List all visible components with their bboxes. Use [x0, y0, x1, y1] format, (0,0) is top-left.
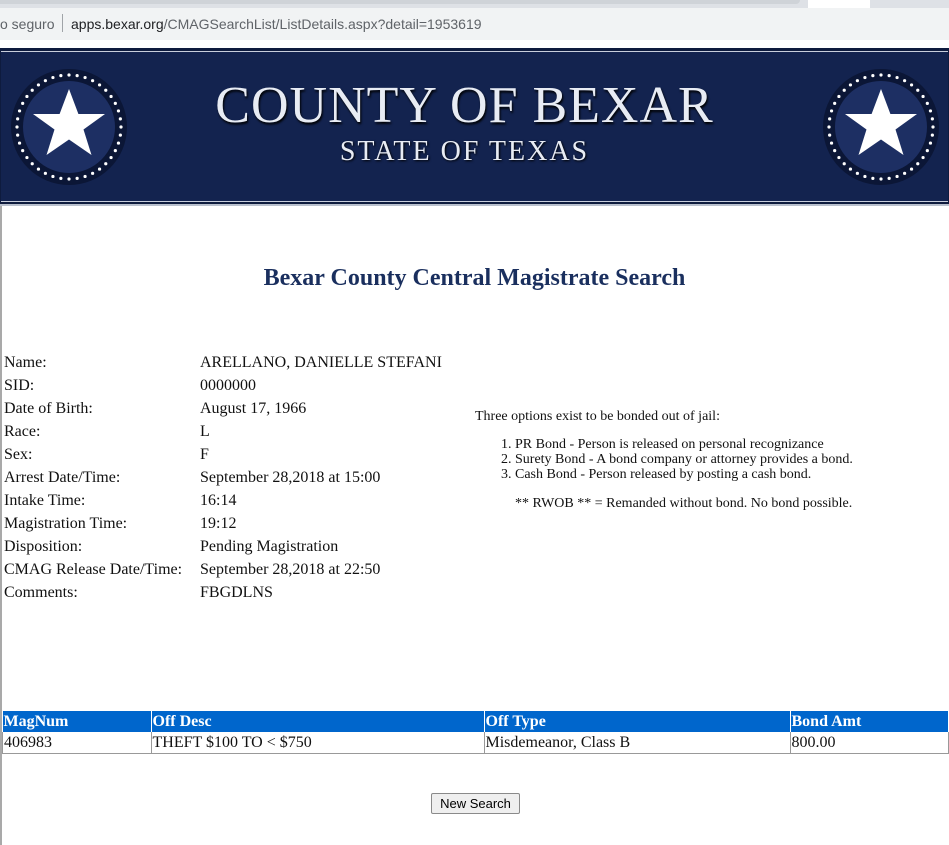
detail-row [2, 558, 444, 581]
banner-panel [1, 51, 948, 202]
seal-dot [828, 117, 831, 120]
detail-row [2, 397, 444, 420]
column-header-off-desc: Off Desc [151, 711, 484, 732]
detail-label: Disposition: [4, 537, 83, 555]
seal-dot [44, 172, 47, 175]
seal-dot [59, 177, 62, 180]
bond-options-info [475, 409, 935, 512]
seal-dot [871, 177, 874, 180]
seal-dot [903, 172, 906, 175]
security-status-label[interactable]: o seguro [0, 16, 55, 32]
seal-dot [830, 109, 833, 112]
seal-dot [76, 177, 79, 180]
detail-value: September 28,2018 at 22:50 [200, 560, 381, 578]
detail-value: ARELLANO, DANIELLE STEFANI [200, 353, 442, 371]
seal-dot [827, 125, 830, 128]
seal-dot [830, 141, 833, 144]
seal-dot [910, 167, 913, 170]
rwob-note: ** RWOB ** = Remanded without bond. No bond possible. [515, 496, 853, 511]
url-path: /CMAGSearchList/ListDetails.aspx?detail=1953619 [163, 16, 482, 32]
star-seal-right-icon [821, 67, 941, 187]
detail-value: Pending Magistration [200, 537, 339, 555]
bond-option-item: 3. Cash Bond - Person released by posting a cash bond. [515, 467, 935, 482]
detail-label: Date of Birth: [4, 399, 93, 417]
seal-dot [903, 79, 906, 82]
bond-option-item: 1. PR Bond - Person is released on personal recognizance [515, 437, 935, 452]
seal-dot [926, 102, 929, 105]
seal-dot [863, 175, 866, 178]
bond-option-item: 2. Surety Bond - A bond company or attorney provides a bond. [515, 452, 935, 467]
detail-row [2, 466, 444, 489]
seal-dot [929, 141, 932, 144]
seal-dot [926, 149, 929, 152]
seal-dot [843, 89, 846, 92]
seal-dot [91, 172, 94, 175]
seal-dot [888, 74, 891, 77]
detail-label: Intake Time: [4, 491, 86, 509]
seal-dot [856, 172, 859, 175]
charges-header-row [3, 711, 949, 732]
column-header-magnum: MagNum [3, 711, 152, 732]
browser-active-tab[interactable] [808, 0, 870, 8]
seal-dot [929, 109, 932, 112]
cell-magnum: 406983 [3, 732, 152, 754]
seal-dot [879, 73, 882, 76]
seal-dot [879, 177, 882, 180]
address-separator [62, 14, 63, 32]
table-row [3, 732, 949, 754]
inmate-details-table [2, 351, 444, 604]
seal-dot [51, 175, 54, 178]
detail-label: SID: [4, 376, 35, 394]
detail-row [2, 351, 444, 374]
seal-dot [921, 95, 924, 98]
seal-dot [119, 134, 122, 137]
charges-table [2, 711, 949, 754]
detail-label: Arrest Date/Time: [4, 468, 121, 486]
column-header-bond-amt: Bond Amt [790, 711, 949, 732]
detail-value: August 17, 1966 [200, 399, 307, 417]
detail-row [2, 374, 444, 397]
seal-dot [921, 156, 924, 159]
seal-dot [863, 76, 866, 79]
detail-value: L [200, 422, 210, 440]
cell-off-desc: THEFT $100 TO < $750 [151, 732, 484, 754]
detail-label: CMAG Release Date/Time: [4, 560, 183, 578]
seal-dot [849, 167, 852, 170]
seal-dot [16, 134, 19, 137]
detail-label: Sex: [4, 445, 33, 463]
banner-subtitle: STATE OF TEXAS [339, 136, 590, 167]
detail-row [2, 420, 444, 443]
detail-row [2, 535, 444, 558]
seal-dot [67, 73, 70, 76]
detail-value: 16:14 [200, 491, 237, 509]
seal-dot [910, 83, 913, 86]
seal-dot [871, 74, 874, 77]
detail-label: Comments: [4, 583, 78, 601]
cell-bond-amt: 800.00 [790, 732, 949, 754]
seal-dot [888, 177, 891, 180]
seal-dot [837, 156, 840, 159]
detail-label: Name: [4, 353, 47, 371]
page-title: Bexar County Central Magistrate Search [263, 265, 686, 291]
detail-row [2, 581, 444, 604]
seal-dot [856, 79, 859, 82]
seal-dot [76, 74, 79, 77]
seal-dot [98, 167, 101, 170]
seal-dot [51, 76, 54, 79]
detail-value: September 28,2018 at 15:00 [200, 468, 381, 486]
seal-dot [83, 76, 86, 79]
banner-title: COUNTY OF BEXAR [215, 77, 714, 134]
banner-divider [0, 204, 949, 206]
seal-dot [931, 117, 934, 120]
detail-label: Magistration Time: [4, 514, 128, 532]
url-text[interactable] [71, 16, 482, 32]
seal-dot [931, 125, 934, 128]
seal-dot [59, 74, 62, 77]
county-banner [0, 48, 949, 204]
new-search-button[interactable]: New Search [431, 793, 520, 814]
seal-dot [895, 76, 898, 79]
detail-label: Race: [4, 422, 41, 440]
detail-value: 19:12 [200, 514, 237, 532]
bond-options-intro: Three options exist to be bonded out of jail: [475, 409, 720, 424]
seal-dot [67, 177, 70, 180]
seal-dot [837, 95, 840, 98]
seal-dot [833, 149, 836, 152]
seal-dot [828, 134, 831, 137]
seal-dot [37, 167, 40, 170]
seal-dot [916, 89, 919, 92]
seal-dot [931, 134, 934, 137]
seal-dot [833, 102, 836, 105]
seal-dot [916, 162, 919, 165]
detail-row [2, 489, 444, 512]
column-header-off-type: Off Type [484, 711, 790, 732]
detail-value: F [200, 445, 209, 463]
browser-tab[interactable] [0, 0, 800, 4]
detail-value: 0000000 [200, 376, 256, 394]
bond-options-list [475, 437, 935, 482]
cell-off-type: Misdemeanor, Class B [484, 732, 790, 754]
detail-value: FBGDLNS [200, 583, 273, 601]
seal-dot [83, 175, 86, 178]
seal-dot [895, 175, 898, 178]
detail-row [2, 512, 444, 535]
seal-dot [849, 83, 852, 86]
url-host: apps.bexar.org [71, 16, 164, 32]
seal-dot [843, 162, 846, 165]
detail-row [2, 443, 444, 466]
browser-tab-strip [0, 0, 949, 8]
address-bar[interactable] [0, 8, 949, 40]
